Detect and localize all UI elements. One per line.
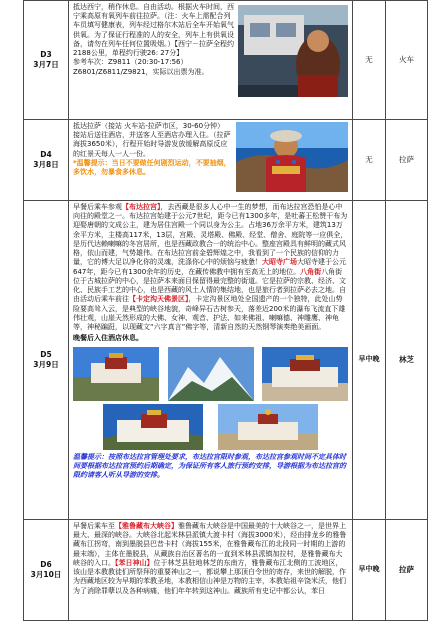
- meal-cell: 早中晚: [353, 201, 386, 520]
- hotel-cell: 林芝: [386, 201, 428, 520]
- paragraph: 接站后送往酒店，并送客人至酒店办理入住。（拉萨海拔3650米），行程开始时导游发放缓解高原反应的红景天每人一人一份。: [73, 131, 231, 158]
- day-cell: [24, 120, 69, 201]
- paragraph: Z6801/Z6811/Z9821，实际以出票为准。: [73, 67, 209, 76]
- paragraph: 抵达拉萨（接站 火车站-拉萨市区，30-60分钟）: [73, 122, 225, 130]
- attraction-name: 【布达拉宫】: [122, 203, 161, 211]
- day-date: 3月8日: [33, 160, 59, 169]
- monastery-photo: [218, 404, 318, 450]
- attraction-name: 【卡定沟天佛景区】: [129, 295, 189, 304]
- potala-palace-photo: [103, 404, 203, 450]
- paragraph: 晚餐后入住酒店休息。: [73, 334, 143, 343]
- table-row: [24, 520, 428, 621]
- day-code: D5: [40, 350, 52, 360]
- paragraph: 早餐后乘车至【雅鲁藏布大峡谷】雅鲁藏布大峡谷是中国最美的十大峡谷之一，是世界上最大、最深的峡谷。大峡谷北起米林县派镇大渡卡村（海拔3000米），经由排龙乡的雅鲁藏布江拐弯，南到墨脱县巴昔卡村（海拔155米，在雅鲁藏布江的北段同一时期的上游的最末端），主体在墨脱县，从藏族自治区著名的一直到米林县派镇加拉村，是雅鲁藏布大峡谷的入口。【苯日神山】位于林芝县驻地林芝的东南方，雅鲁藏布江北侧的工波地区，该山是本教教徒们所祭拜的重要神山之一，都说攀上那顶白令世的寄存，来世的解脱，作为西藏地区较为早期的苯教圣地，本教相信山神是万物的主宰，本教始祖辛饶米沃，他们为了消除罪孽以及各种病痛，他们年年转到这神山。藏族所有史记中都公认，苯日: [73, 522, 347, 595]
- day-date: 3月10日: [30, 570, 62, 579]
- meal-cell: 无: [353, 120, 386, 201]
- table-row: [24, 120, 428, 201]
- itinerary-table: [23, 0, 428, 621]
- potala-photo: [73, 347, 159, 401]
- warm-tip: *温馨提示：当日不要做任何剧烈运动，不要抽烟，多饮水，勿暴食多休息。: [73, 158, 231, 177]
- day-date: 3月7日: [33, 60, 59, 69]
- day-code: D3: [40, 50, 52, 60]
- day-date: 3月9日: [33, 360, 59, 369]
- day-cell: [24, 201, 69, 520]
- jokhang-photo: [262, 347, 348, 401]
- hotel-cell: 拉萨: [386, 520, 428, 621]
- day-content: [69, 120, 353, 201]
- day-cell: [24, 520, 69, 621]
- mountain-photo: [168, 347, 254, 401]
- photo-row: [73, 347, 348, 401]
- day-content: [69, 520, 353, 621]
- day-cell: [24, 1, 69, 120]
- meal-cell: 早中晚: [353, 520, 386, 621]
- photo-row: [73, 404, 348, 450]
- day-code: D4: [40, 150, 52, 160]
- day-content: [69, 201, 353, 520]
- meal-cell: 无: [353, 1, 386, 120]
- tibetan-girl-photo: [236, 122, 348, 192]
- attraction-name: 【雅鲁藏布大峡谷】: [115, 522, 178, 530]
- paragraph: 早餐后乘车参观【布达拉宫】，去西藏是很多人心中一生的梦想，而布达拉宫恐怕是心中向往的殿堂之一。布达拉宫始建于公元7世纪，距今已有1300多年，是吐蕃王松赞干布为迎娶唐朝的文成公主，建为居住宫殿一个同以身为公主。占地36万余平方米，建筑13万余平方米，主楼高117米，13层，宫殿、灵塔殿、佛殿、经堂、僧舍、庭院等一应俱全，是历代达赖喇嘛的冬宫居所，也是西藏政教合一的统治中心。整座宫殿具有鲜明的藏式风格，依山而建，气势雄伟。在布达拉宫前金碧辉煌之中，我看到了一个民族的信仰的力量，它的博大足以净化你的灵魂，洗涤你心中的烦恼与疲惫！大昭寺广场大昭寺建于公元647年，距今已有1300余年的历史，在藏传佛教中拥有至高无上的地位。八角街八角街位于古城拉萨的中心，是拉萨本来面目保留得最完整的街道。它是拉萨的宗教、经济、文化、民族手工艺的中心，也是西藏的风土人情的集结地，也是旅行者到拉萨必去之地。自由活动后乘车前往【卡定沟天佛景区】，卡定沟景区地处全国遗产的一个独特，此处山势险要高耸入云，是典型的峡谷地貌，奇峰异石古树参天，落差近200米的瀑布飞流直下雄伟壮观，山崖天然形成的大佛、女神、观音、护法、如来佛祖、喇嘛德、神雕鹰、神龟等，神秘蹁跹，以现藏文“六字真言”佛字等，清新自然的天然钢琴演奏绝美画面。: [73, 203, 348, 332]
- hotel-cell: 拉萨: [386, 120, 428, 201]
- paragraph: 抵达西宁，稍作休息。自由活动。根据火车时间，西宁乘高原有氧列车前往拉萨。（注：火车上需配合列车员填写健康表，列车经过格尔木站后全车开始氧气供氧。为了保证行程准的人的安全，列车上有供氧设备，请勿在列车任何位置吸烟。）【西宁－拉萨全程约2188公里，单程约行驶26: 27分】: [73, 3, 234, 58]
- attraction-name: 八角街: [300, 267, 322, 276]
- day-content: [69, 1, 353, 120]
- table-row: [24, 1, 428, 120]
- hotel-cell: 火车: [386, 1, 428, 120]
- train-photo: [238, 5, 348, 97]
- table-row: [24, 201, 428, 520]
- attraction-name: 【苯日神山】: [115, 558, 154, 567]
- attraction-name: 大昭寺广场: [262, 258, 297, 267]
- warm-tip: 温馨提示：按照布达拉宫管理处要求，布达拉宫限时参观，布达拉宫参观时间不定具体时间要根据布达拉宫预约后期确定，为保证所有客人旅行预约安排，导游根据为布达拉宫的限约请客人听从导游的安排。: [73, 452, 346, 479]
- day-code: D6: [40, 560, 52, 570]
- paragraph: 参考车次：Z9811（20:30-17:56）: [73, 58, 188, 67]
